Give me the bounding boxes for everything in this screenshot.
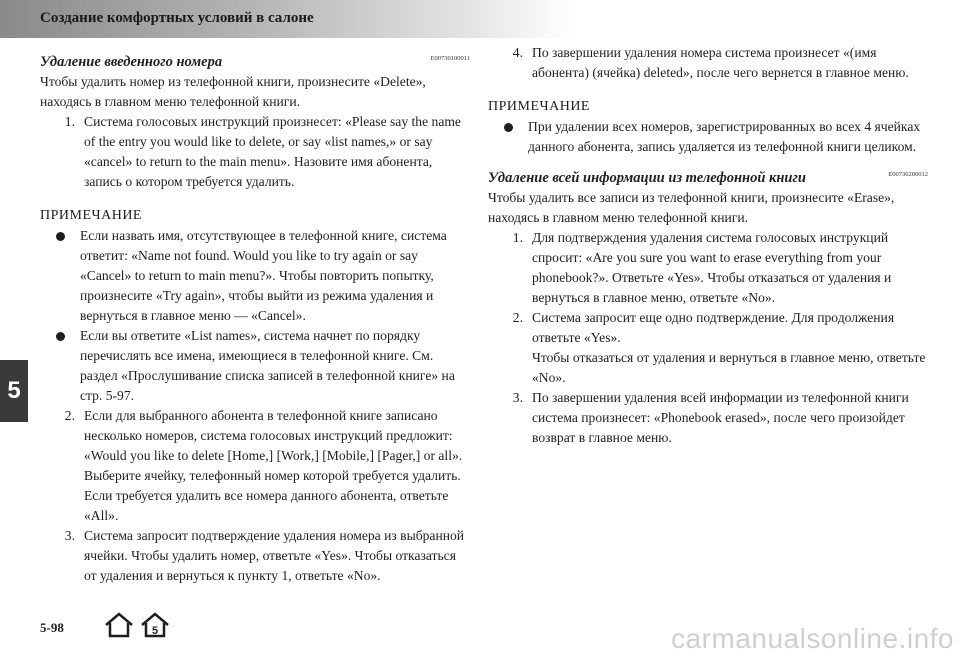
bullet-text: При удалении всех номеров, зарегистрированных во всех 4 ячейках данного абонента, запись удаляется из телефонной книги целиком. [528,119,921,154]
step-text-part: Если требуется удалить все номера данного абонента, ответьте «All». [84,488,449,523]
right-column [488,43,928,448]
footer-icons [103,611,171,644]
step-1 [40,112,470,192]
bullet-text: Если назвать имя, отсутствующее в телефонной книге, система ответит: «Name not found. Would you like to try again or say «Cancel» to return to main menu?». Чтобы повторить попытку, произнесите «Try again», чтобы выйти из режима удаления и вернуться в главное меню — «Cancel». [80,228,447,323]
note-label: ПРИМЕЧАНИЕ [40,208,142,223]
step-2 [40,406,470,526]
chapter-tab: 5 [0,360,28,422]
note-bullet [40,226,470,326]
step-number: 3. [512,390,523,405]
home-chapter-icon[interactable] [139,611,171,644]
page-number: 5-98 [40,620,64,635]
page-header-title: Создание комфортных условий в салоне [40,10,314,26]
section-code: E00730200012 [888,171,928,178]
home-icon[interactable] [103,611,135,644]
note-label: ПРИМЕЧАНИЕ [488,99,590,114]
step-text [84,406,470,526]
step-text: Система запросит подтверждение удаления номера из выбранной ячейки. Чтобы удалить номер, ответьте «Yes». Чтобы отказаться от удаления и вернуться к пункту 1, ответьте «No». [84,528,465,583]
step-text: По завершении удаления всей информации из телефонной книги система произнесет: «Phonebook erased», после чего произойдет возврат в главное меню. [532,390,909,445]
step-text-part: Чтобы отказаться от удаления и вернуться в главное меню, ответьте «No». [532,350,926,385]
intro-paragraph: Чтобы удалить все записи из телефонной книги, произнесите «Erase», находясь в главном меню телефонной книги. [488,190,895,225]
bullet-icon [488,117,528,157]
section-heading [488,165,928,188]
bullet-icon [40,326,80,406]
section-title: Удаление всей информации из телефонной книги [488,170,806,186]
step-number: 1. [64,114,75,129]
step-text-part: Если для выбранного абонента в телефонной книге записано несколько номеров, система голосовых инструкций предложит: «Would you like to delete [Home,] [Work,] [Mobile,] [Pager,] or all». Выберите ячейку, телефонный номер которой требуется удалить. [84,408,463,483]
step-number: 2. [64,408,75,423]
step-number: 3. [64,528,75,543]
step-3 [40,526,470,586]
step-1 [488,228,928,308]
section-heading [40,49,470,72]
step-4 [488,43,928,83]
bullet-icon [40,226,80,326]
note-bullet [40,326,470,406]
step-text: Для подтверждения удаления система голосовых инструкций спросит: «Are you sure you want to erase everything from your phonebook?». Ответьте «Yes». Чтобы отказаться от удаления и вернуться в главное меню, ответьте «No». [532,230,892,305]
intro-paragraph: Чтобы удалить номер из телефонной книги, произнесите «Delete», находясь в главном меню телефонной книги. [40,74,426,109]
note-bullet [488,117,928,157]
step-text-part: Система запросит еще одно подтверждение. Для продолжения ответьте «Yes». [532,310,895,345]
step-2 [488,308,928,388]
step-number: 2. [512,310,523,325]
step-text: Система голосовых инструкций произнесет: «Please say the name of the entry you would like to delete, or say «list names,» or say «cancel» to return to the main menu». Назовите имя абонента, запись о котором требуется удалить. [84,114,461,189]
step-number: 1. [512,230,523,245]
step-number: 4. [512,45,523,60]
bullet-text: Если вы ответите «List names», система начнет по порядку перечислять все имена, имеющиеся в телефонной книге. См. раздел «Прослушивание списка записей в телефонной книге» на стр. 5-97. [80,328,455,403]
section-code: E00730100011 [430,55,470,62]
svg-text:5: 5 [151,625,159,637]
watermark: carmanualsonline.info [671,623,954,654]
step-text: По завершении удаления номера система произнесет «(имя абонента) (ячейка) deleted», после чего вернется в главное меню. [532,45,909,80]
left-column [40,49,470,586]
step-3 [488,388,928,448]
section-title: Удаление введенного номера [40,54,223,70]
step-text [532,308,928,388]
